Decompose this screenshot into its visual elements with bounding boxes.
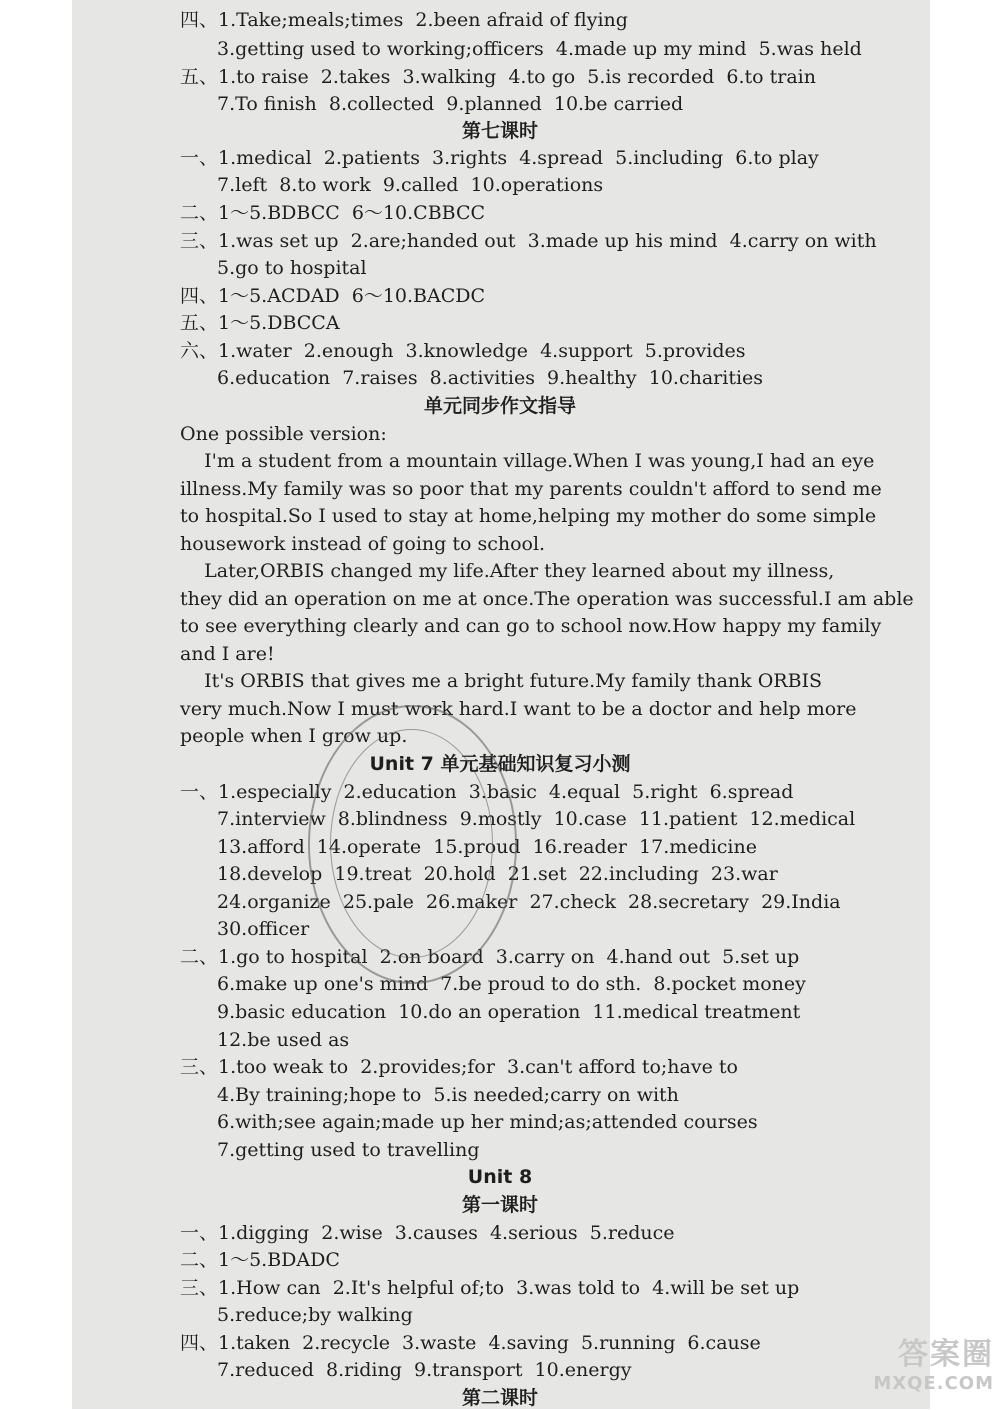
section-heading: Unit 8: [467, 1166, 533, 1188]
answer-line: 6.make up one's mind 7.be proud to do sth. 8.pocket money: [217, 973, 806, 995]
answer-line: and I are!: [180, 643, 275, 665]
answer-line: It's ORBIS that gives me a bright future.My family thank ORBIS: [180, 670, 823, 692]
answer-line: illness.My family was so poor that my parents couldn't afford to send me: [180, 478, 882, 500]
answer-line: I'm a student from a mountain village.When I was young,I had an eye: [180, 450, 875, 472]
answer-line: 7.reduced 8.riding 9.transport 10.energy: [217, 1359, 632, 1381]
answer-line: 7.left 8.to work 9.called 10.operations: [217, 174, 604, 196]
stamp-seal: [308, 705, 517, 984]
answer-line: 7.interview 8.blindness 9.mostly 10.case 11.patient 12.medical: [217, 808, 856, 830]
answer-line: 6.with;see again;made up her mind;as;attended courses: [217, 1111, 758, 1133]
answer-line: 三、1.How can 2.It's helpful of;to 3.was told to 4.will be set up: [180, 1277, 800, 1299]
answer-line: 7.To finish 8.collected 9.planned 10.be carried: [217, 93, 684, 115]
answer-line: 三、1.was set up 2.are;handed out 3.made up his mind 4.carry on with: [180, 230, 877, 252]
answer-line: 二、1.go to hospital 2.on board 3.carry on 4.hand out 5.set up: [180, 946, 800, 968]
answer-line: people when I grow up.: [180, 725, 408, 747]
section-heading: 第一课时: [461, 1194, 538, 1216]
answer-line: to hospital.So I used to stay at home,helping my mother do some simple: [180, 505, 877, 527]
answer-line: 一、1.medical 2.patients 3.rights 4.spread 5.including 6.to play: [180, 147, 819, 169]
answer-line: 4.By training;hope to 5.is needed;carry on with: [217, 1084, 679, 1106]
answer-line: 9.basic education 10.do an operation 11.medical treatment: [217, 1001, 801, 1023]
watermark-logo: 答案圈: [898, 1337, 994, 1372]
answer-line: 五、1～5.DBCCA: [180, 312, 340, 334]
answer-line: 一、1.especially 2.education 3.basic 4.equal 5.right 6.spread: [180, 781, 794, 803]
answer-line: to see everything clearly and can go to school now.How happy my family: [180, 615, 882, 637]
answer-line: 五、1.to raise 2.takes 3.walking 4.to go 5.is recorded 6.to train: [180, 66, 816, 88]
answer-line: 24.organize 25.pale 26.maker 27.check 28.secretary 29.India: [217, 891, 841, 913]
section-heading: 第二课时: [461, 1387, 538, 1409]
answer-line: One possible version:: [180, 423, 387, 445]
answer-line: 二、1～5.BDBCC 6～10.CBBCC: [180, 202, 486, 224]
watermark-url: MXQE.COM: [873, 1373, 994, 1394]
answer-line: 3.getting used to working;officers 4.made up my mind 5.was held: [217, 38, 862, 60]
answer-line: 六、1.water 2.enough 3.knowledge 4.support 5.provides: [180, 340, 746, 362]
answer-line: 5.go to hospital: [217, 257, 367, 279]
answer-line: 四、1.Take;meals;times 2.been afraid of flying: [180, 9, 628, 31]
answer-line: 7.getting used to travelling: [217, 1139, 480, 1161]
section-heading: 第七课时: [461, 120, 538, 142]
answer-line: Later,ORBIS changed my life.After they learned about my illness,: [180, 560, 835, 582]
answer-line: very much.Now I must work hard.I want to be a doctor and help more: [180, 698, 857, 720]
answer-line: housework instead of going to school.: [180, 533, 546, 555]
watermark: [824, 1329, 994, 1399]
answer-line: 三、1.too weak to 2.provides;for 3.can't afford to;have to: [180, 1056, 738, 1078]
answer-line: 四、1～5.ACDAD 6～10.BACDC: [180, 285, 486, 307]
answer-line: 18.develop 19.treat 20.hold 21.set 22.including 23.war: [217, 863, 778, 885]
answer-line: 13.afford 14.operate 15.proud 16.reader 17.medicine: [217, 836, 757, 858]
answer-line: 12.be used as: [217, 1029, 350, 1051]
answer-line: they did an operation on me at once.The operation was successful.I am able: [180, 588, 914, 610]
answer-line: 6.education 7.raises 8.activities 9.healthy 10.charities: [217, 367, 764, 389]
answer-line: 5.reduce;by walking: [217, 1304, 413, 1326]
section-heading: Unit 7 单元基础知识复习小测: [369, 753, 631, 775]
section-heading: 单元同步作文指导: [423, 395, 576, 417]
answer-line: 二、1～5.BDADC: [180, 1249, 340, 1271]
answer-line: 30.officer: [217, 918, 310, 940]
answer-line: 四、1.taken 2.recycle 3.waste 4.saving 5.running 6.cause: [180, 1332, 761, 1354]
answer-line: 一、1.digging 2.wise 3.causes 4.serious 5.reduce: [180, 1222, 675, 1244]
